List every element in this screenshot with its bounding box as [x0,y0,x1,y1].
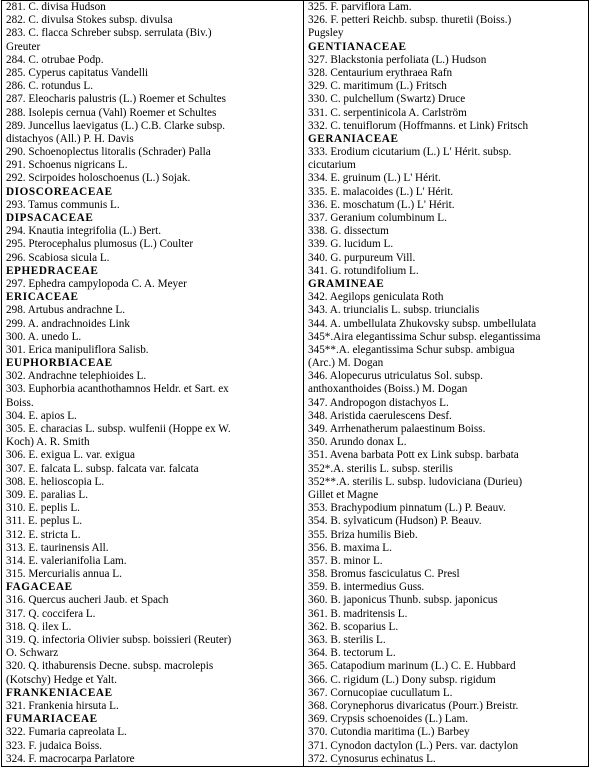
species-entry: 307. E. falcata L. subsp. falcata var. falcata [6,462,199,475]
species-entry: 300. A. unedo L. [6,330,82,343]
family-heading: ERICACEAE [6,291,79,304]
species-entry: 344. A. umbellulata Zhukovsky subsp. umbellulata [308,317,537,330]
family-heading: EUPHORBIACEAE [6,357,113,370]
species-entry: Boiss. [6,396,34,409]
species-entry: 291. Schoenus nigricans L. [6,159,128,172]
species-entry: 346. Alopecurus utriculatus Sol. subsp. [308,370,483,383]
species-entry: 318. Q. ilex L. [6,620,72,633]
family-heading: GERANIACEAE [308,132,399,145]
species-entry: 313. E. taurinensis All. [6,541,109,554]
species-entry: 345*.Aira elegantissima Schur subsp. elegantissima [308,330,541,343]
species-entry: 355. Briza humilis Bieb. [308,528,418,541]
species-entry: 351. Avena barbata Pott ex Link subsp. barbata [308,449,519,462]
species-entry: 322. Fumaria capreolata L. [6,726,127,739]
species-entry: 327. Blackstonia perfoliata (L.) Hudson [308,53,487,66]
species-entry: 352**.A. sterilis L. subsp. ludoviciana (Durieu) [308,475,523,488]
species-entry: Greuter [6,40,41,53]
species-entry: 333. Erodium cicutarium (L.) L' Hérit. subsp. [308,146,512,159]
family-heading: FUMARIACEAE [6,713,98,726]
species-entry: 297. Ephedra campylopoda C. A. Meyer [6,277,187,290]
species-entry: 366. C. rigidum (L.) Dony subsp. rigidum [308,673,496,686]
species-entry: 287. Eleocharis palustris (L.) Roemer et Schultes [6,93,226,106]
species-entry: 283. C. flacca Schreber subsp. serrulata (Biv.) [6,27,212,40]
species-entry: 370. Cutondia maritima (L.) Barbey [308,726,470,739]
species-entry: 292. Scirpoides holoschoenus (L.) Sojak. [6,172,191,185]
species-entry: 367. Cornucopiae cucullatum L. [308,686,453,699]
species-entry: 295. Pterocephalus plumosus (L.) Coulter [6,238,194,251]
species-entry: 368. Corynephorus divaricatus (Pourr.) Breistr. [308,699,519,712]
species-entry: 314. E. valerianifolia Lam. [6,554,127,567]
species-entry: 302. Andrachne telephioides L. [6,370,147,383]
species-entry: 363. B. sterilis L. [308,634,386,646]
species-entry: 356. B. maxima L. [308,541,392,554]
species-entry: Koch) A. R. Smith [6,436,90,449]
species-entry: 304. E. apios L. [6,409,77,422]
species-entry: 308. E. helioscopia L. [6,475,105,488]
species-entry: 281. C. divisa Hudson [6,1,106,13]
species-entry: 296. Scabiosa sicula L. [6,251,110,264]
species-entry: 315. Mercurialis annua L. [6,568,122,581]
species-entry: 317. Q. coccifera L. [6,607,96,620]
species-entry: 364. B. tectorum L. [308,647,396,660]
species-entry: 343. A. triuncialis L. subsp. triuncialis [308,304,480,317]
species-entry: 341. G. rotundifolium L. [308,264,419,277]
species-entry: 353. Brachypodium pinnatum (L.) P. Beauv. [308,502,506,515]
right-column [304,1,589,767]
species-entry: 316. Quercus aucheri Jaub. et Spach [6,594,169,607]
species-entry: 338. G. dissectum [308,225,389,238]
species-entry: 357. B. minor L. [308,554,383,567]
species-entry: 290. Schoenoplectus litoralis (Schrader) Palla [6,146,211,159]
species-entry: cicutarium [308,159,356,172]
species-entry: 285. Cyperus capitatus Vandelli [6,66,149,79]
species-entry: 352*.A. sterilis L. subsp. sterilis [308,462,453,475]
species-entry: 332. C. tenuiflorum (Hoffmanns. et Link) Fritsch [308,119,529,132]
species-entry: 299. A. andrachnoides Link [6,317,130,330]
species-entry: 323. F. judaica Boiss. [6,739,103,752]
family-heading: EPHEDRACEAE [6,264,99,277]
species-entry: 365. Catapodium marinum (L.) C. E. Hubbard [308,660,516,673]
species-entry: 303. Euphorbia acanthothamnos Heldr. et Sart. ex [6,383,229,396]
species-entry: (Kotschy) Hedge et Yalt. [6,673,117,686]
species-entry: 306. E. exigua L. var. exigua [6,449,135,462]
species-entry: 325. F. parviflora Lam. [308,1,412,13]
family-heading: GENTIANACEAE [308,40,407,53]
species-entry: 331. C. serpentinicola A. Carlström [308,106,467,119]
species-entry: 309. E. paralias L. [6,488,89,501]
species-entry: 358. Bromus fasciculatus C. Presl [308,568,460,581]
species-entry: 294. Knautia integrifolia (L.) Bert. [6,225,162,238]
species-entry: 340. G. purpureum Vill. [308,251,416,264]
species-entry: 330. C. pulchellum (Swartz) Druce [308,93,466,106]
species-entry: Pugsley [308,27,344,40]
species-entry: 305. E. characias L. subsp. wulfenii (Hoppe ex W. [6,423,231,435]
species-entry: 321. Frankenia hirsuta L. [6,699,119,712]
species-entry: O. Schwarz [6,647,59,660]
family-heading: DIOSCOREACEAE [6,185,113,198]
species-entry: 350. Arundo donax L. [308,436,407,449]
family-heading: FAGACEAE [6,581,73,594]
species-entry: 320. Q. ithaburensis Decne. subsp. macrolepis [6,660,214,673]
species-entry: 329. C. maritimum (L.) Fritsch [308,80,447,93]
species-entry: 286. C. rotundus L. [6,80,94,93]
species-list-table [1,0,589,767]
species-entry: 328. Centaurium erythraea Rafn [308,66,453,79]
family-heading: FRANKENIACEAE [6,686,113,699]
species-entry: 371. Cynodon dactylon (L.) Pers. var. dactylon [308,739,519,752]
species-entry: 284. C. otrubae Podp. [6,53,104,66]
species-entry: 335. E. malacoides (L.) L' Hérit. [308,185,454,198]
species-entry: 289. Juncellus laevigatus (L.) C.B. Clarke subsp. [6,119,226,132]
species-entry: 348. Aristida caerulescens Desf. [308,409,452,422]
left-column [2,1,304,767]
species-entry: 361. B. madritensis L. [308,607,408,620]
species-entry: 326. F. petteri Reichb. subsp. thuretii (Boiss.) [308,14,512,27]
species-entry: 345**.A. elegantissima Schur subsp. ambigua [308,343,515,356]
species-entry: 312. E. stricta L. [6,528,81,541]
species-entry: 336. E. moschatum (L.) L' Hérit. [308,198,455,211]
species-entry: 362. B. scoparius L. [308,620,399,633]
species-entry: 288. Isolepis cernua (Vahl) Roemer et Schultes [6,106,217,119]
species-entry: 354. B. sylvaticum (Hudson) P. Beauv. [308,515,482,528]
species-entry: 369. Crypsis schoenoides (L.) Lam. [308,713,469,726]
species-entry: 301. Erica manipuliflora Salisb. [6,343,149,356]
family-heading: DIPSACACEAE [6,212,94,224]
species-entry: Gillet et Magne [308,488,379,501]
species-entry: 342. Aegilops geniculata Roth [308,291,444,304]
species-entry: 337. Geranium columbinum L. [308,212,447,224]
species-entry: 334. E. gruinum (L.) L' Hérit. [308,172,441,185]
species-entry: 359. B. intermedius Guss. [308,581,425,594]
species-entry: distachyos (All.) P. H. Davis [6,132,134,145]
species-entry: 360. B. japonicus Thunb. subsp. japonicus [308,594,498,607]
species-entry: 298. Artubus andrachne L. [6,304,125,317]
species-entry: 347. Andropogon distachyos L. [308,396,449,409]
species-entry: (Arc.) M. Dogan [308,357,384,370]
species-entry: anthoxanthoides (Boiss.) M. Dogan [308,383,468,396]
species-entry: 339. G. lucidum L. [308,238,394,251]
species-entry: 311. E. peplus L. [6,515,83,528]
species-entry: 282. C. divulsa Stokes subsp. divulsa [6,14,173,27]
table-row [2,1,589,767]
species-entry: 372. Cynosurus echinatus L. [308,752,436,765]
species-entry: 310. E. peplis L. [6,502,80,515]
species-entry: 324. F. macrocarpa Parlatore [6,752,135,765]
species-entry: 349. Arrhenatherum palaestinum Boiss. [308,423,486,435]
species-entry: 293. Tamus communis L. [6,198,120,211]
species-entry: 319. Q. infectoria Olivier subsp. boissieri (Reuter) [6,634,232,646]
family-heading: GRAMINEAE [308,277,385,290]
